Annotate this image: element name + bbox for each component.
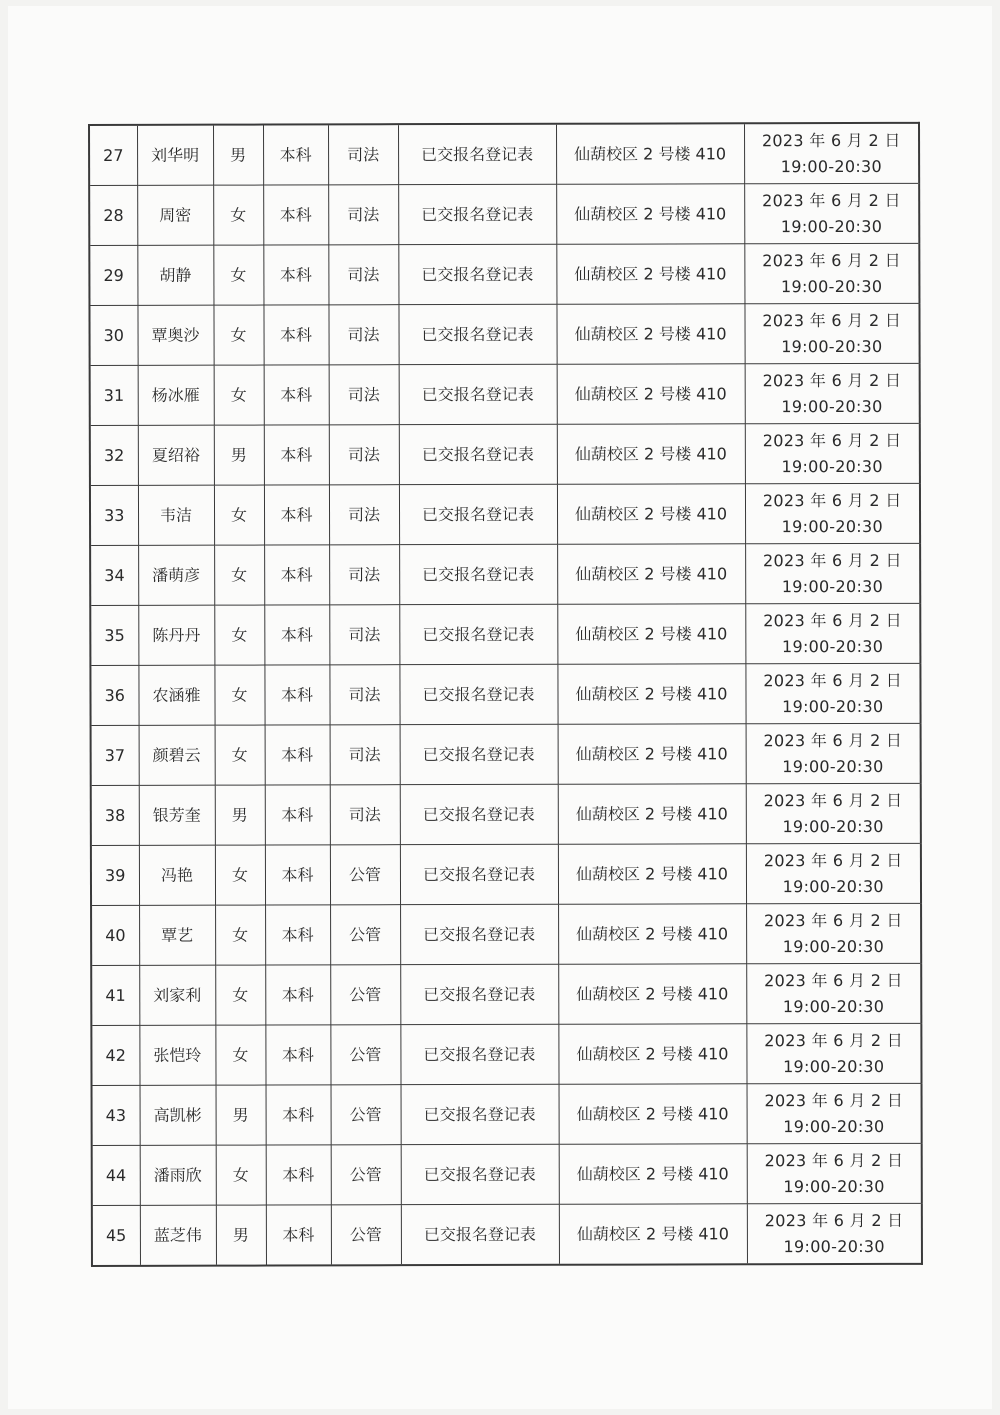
schedule-cell [744, 183, 919, 243]
gender-cell: 女 [215, 905, 265, 965]
status-cell: 已交报名登记表 [399, 604, 557, 664]
major-cell: 公管 [330, 965, 400, 1025]
gender-cell: 女 [213, 305, 263, 365]
major-cell: 公管 [331, 1085, 401, 1145]
table-row [92, 1083, 922, 1145]
schedule-time: 19:00-20:30 [780, 156, 883, 176]
row-number-cell: 30 [89, 305, 137, 365]
schedule-cell [747, 1203, 922, 1264]
table-row [91, 963, 921, 1025]
row-number-cell: 32 [90, 425, 138, 485]
location-cell: 仙葫校区 2 号楼 410 [559, 1144, 747, 1204]
schedule-date: 2023 年 6 月 2 日 [763, 670, 903, 690]
schedule-cell [746, 963, 921, 1023]
table-row [91, 903, 921, 965]
name-cell: 韦洁 [138, 485, 214, 545]
schedule-time: 19:00-20:30 [780, 216, 883, 236]
schedule-time: 19:00-20:30 [780, 276, 883, 296]
status-cell: 已交报名登记表 [400, 784, 558, 844]
degree-cell: 本科 [264, 365, 329, 425]
status-cell: 已交报名登记表 [401, 1084, 559, 1144]
schedule-time: 19:00-20:30 [781, 336, 883, 356]
status-cell: 已交报名登记表 [400, 1024, 558, 1084]
schedule-date: 2023 年 6 月 2 日 [763, 610, 902, 630]
schedule-date: 2023 年 6 月 2 日 [764, 1210, 904, 1230]
schedule-date: 2023 年 6 月 2 日 [761, 130, 901, 150]
schedule-cell [747, 1083, 922, 1143]
schedule-cell [746, 903, 921, 963]
location-cell: 仙葫校区 2 号楼 410 [557, 364, 745, 424]
table-row [89, 183, 919, 245]
status-cell: 已交报名登记表 [400, 964, 558, 1024]
table-row [92, 1203, 922, 1266]
degree-cell: 本科 [264, 425, 329, 485]
row-number-cell: 28 [89, 185, 137, 245]
name-cell: 农涵雅 [138, 665, 214, 725]
degree-cell: 本科 [264, 665, 329, 725]
schedule-date: 2023 年 6 月 2 日 [762, 430, 902, 450]
table-row [91, 843, 921, 905]
schedule-date: 2023 年 6 月 2 日 [764, 1090, 904, 1110]
row-number-cell: 29 [89, 245, 137, 305]
gender-cell: 女 [213, 185, 263, 245]
major-cell: 公管 [331, 1145, 401, 1205]
schedule-time: 19:00-20:30 [781, 516, 883, 536]
major-cell: 公管 [330, 905, 400, 965]
schedule-date: 2023 年 6 月 2 日 [763, 850, 903, 870]
major-cell: 司法 [328, 185, 398, 245]
table-row [90, 603, 920, 665]
schedule-time: 19:00-20:30 [781, 456, 883, 476]
location-cell: 仙葫校区 2 号楼 410 [558, 844, 746, 904]
name-cell: 高凯彬 [140, 1085, 216, 1145]
schedule-time: 19:00-20:30 [782, 876, 884, 896]
degree-cell: 本科 [266, 1145, 331, 1205]
schedule-date: 2023 年 6 月 2 日 [763, 910, 903, 930]
name-cell: 蓝芝伟 [140, 1205, 216, 1266]
status-cell: 已交报名登记表 [398, 244, 556, 304]
location-cell: 仙葫校区 2 号楼 410 [557, 544, 745, 604]
row-number-cell: 34 [90, 545, 138, 605]
degree-cell: 本科 [265, 905, 330, 965]
schedule-cell [745, 363, 920, 423]
major-cell: 司法 [329, 545, 399, 605]
gender-cell: 女 [214, 545, 264, 605]
name-cell: 潘萌彦 [138, 545, 214, 605]
status-cell: 已交报名登记表 [399, 484, 557, 544]
name-cell: 杨冰雁 [138, 365, 214, 425]
name-cell: 刘家利 [139, 965, 215, 1025]
schedule-cell [746, 1023, 921, 1083]
schedule-time: 19:00-20:30 [781, 576, 884, 596]
status-cell: 已交报名登记表 [398, 184, 556, 244]
major-cell: 公管 [331, 1205, 401, 1266]
gender-cell: 男 [214, 425, 264, 485]
degree-cell: 本科 [265, 965, 330, 1025]
row-number-cell: 45 [92, 1205, 140, 1266]
name-cell: 颜碧云 [139, 725, 215, 785]
gender-cell: 男 [215, 785, 265, 845]
degree-cell: 本科 [263, 245, 328, 305]
row-number-cell: 43 [92, 1085, 140, 1145]
gender-cell: 男 [213, 125, 263, 186]
gender-cell: 女 [215, 965, 265, 1025]
major-cell: 司法 [329, 485, 399, 545]
schedule-time: 19:00-20:30 [782, 996, 885, 1016]
schedule-date: 2023 年 6 月 2 日 [764, 1150, 904, 1170]
degree-cell: 本科 [264, 485, 329, 545]
degree-cell: 本科 [266, 1085, 331, 1145]
major-cell: 司法 [329, 425, 399, 485]
schedule-date: 2023 年 6 月 2 日 [763, 730, 903, 750]
gender-cell: 女 [213, 245, 263, 305]
gender-cell: 男 [216, 1085, 266, 1145]
degree-cell: 本科 [264, 545, 329, 605]
schedule-time: 19:00-20:30 [782, 816, 884, 836]
schedule-date: 2023 年 6 月 2 日 [762, 370, 902, 390]
status-cell: 已交报名登记表 [400, 724, 558, 784]
major-cell: 司法 [329, 605, 399, 665]
row-number-cell: 38 [91, 785, 139, 845]
gender-cell: 女 [215, 845, 265, 905]
schedule-cell [745, 483, 920, 543]
major-cell: 司法 [328, 124, 398, 185]
schedule-cell [744, 303, 919, 363]
table-row [91, 1023, 921, 1085]
schedule-cell [745, 663, 920, 723]
table-row [90, 663, 920, 725]
row-number-cell: 41 [91, 965, 139, 1025]
degree-cell: 本科 [265, 845, 330, 905]
name-cell: 银芳奎 [139, 785, 215, 845]
schedule-time: 19:00-20:30 [783, 1236, 885, 1256]
location-cell: 仙葫校区 2 号楼 410 [557, 484, 745, 544]
schedule-time: 19:00-20:30 [781, 636, 884, 656]
location-cell: 仙葫校区 2 号楼 410 [559, 1204, 747, 1265]
row-number-cell: 35 [90, 605, 138, 665]
gender-cell: 男 [216, 1205, 266, 1266]
status-cell: 已交报名登记表 [398, 124, 556, 185]
schedule-date: 2023 年 6 月 2 日 [762, 310, 902, 330]
location-cell: 仙葫校区 2 号楼 410 [558, 1024, 746, 1084]
status-cell: 已交报名登记表 [400, 844, 558, 904]
table-row [91, 783, 921, 845]
location-cell: 仙葫校区 2 号楼 410 [557, 664, 745, 724]
degree-cell: 本科 [265, 1025, 330, 1085]
degree-cell: 本科 [263, 124, 328, 185]
schedule-date: 2023 年 6 月 2 日 [764, 1030, 904, 1050]
row-number-cell: 27 [89, 125, 137, 186]
table-row [89, 243, 919, 305]
status-cell: 已交报名登记表 [399, 664, 557, 724]
location-cell: 仙葫校区 2 号楼 410 [556, 304, 744, 364]
name-cell: 胡静 [137, 245, 213, 305]
table-row [90, 543, 920, 605]
name-cell: 周密 [137, 185, 213, 245]
name-cell: 潘雨欣 [140, 1145, 216, 1205]
status-cell: 已交报名登记表 [401, 1204, 559, 1265]
row-number-cell: 31 [90, 365, 138, 425]
table-body [89, 123, 922, 1266]
gender-cell: 女 [214, 485, 264, 545]
major-cell: 司法 [329, 365, 399, 425]
major-cell: 司法 [330, 785, 400, 845]
degree-cell: 本科 [263, 305, 328, 365]
schedule-cell [744, 243, 919, 303]
table-row [89, 123, 919, 186]
major-cell: 公管 [330, 845, 400, 905]
row-number-cell: 36 [90, 665, 138, 725]
schedule-time: 19:00-20:30 [783, 1176, 885, 1196]
name-cell: 冯艳 [139, 845, 215, 905]
gender-cell: 女 [214, 605, 264, 665]
schedule-cell [747, 1143, 922, 1203]
table-row [91, 723, 921, 785]
degree-cell: 本科 [263, 185, 328, 245]
schedule-cell [745, 543, 920, 603]
schedule-date: 2023 年 6 月 2 日 [762, 190, 901, 210]
schedule-cell [746, 723, 921, 783]
location-cell: 仙葫校区 2 号楼 410 [556, 184, 744, 244]
schedule-date: 2023 年 6 月 2 日 [764, 970, 903, 990]
schedule-time: 19:00-20:30 [782, 756, 884, 776]
name-cell: 覃奥沙 [137, 305, 213, 365]
status-cell: 已交报名登记表 [399, 424, 557, 484]
location-cell: 仙葫校区 2 号楼 410 [559, 1084, 747, 1144]
schedule-time: 19:00-20:30 [783, 1056, 885, 1076]
major-cell: 司法 [328, 305, 398, 365]
row-number-cell: 40 [91, 905, 139, 965]
major-cell: 公管 [330, 1025, 400, 1085]
schedule-time: 19:00-20:30 [782, 696, 884, 716]
location-cell: 仙葫校区 2 号楼 410 [558, 964, 746, 1024]
schedule-date: 2023 年 6 月 2 日 [763, 790, 903, 810]
major-cell: 司法 [330, 725, 400, 785]
schedule-cell [746, 843, 921, 903]
table-row [89, 303, 919, 365]
schedule-date: 2023 年 6 月 2 日 [762, 490, 902, 510]
schedule-cell [745, 423, 920, 483]
schedule-cell [744, 123, 919, 184]
location-cell: 仙葫校区 2 号楼 410 [557, 604, 745, 664]
gender-cell: 女 [215, 725, 265, 785]
status-cell: 已交报名登记表 [399, 544, 557, 604]
location-cell: 仙葫校区 2 号楼 410 [558, 904, 746, 964]
location-cell: 仙葫校区 2 号楼 410 [557, 424, 745, 484]
major-cell: 司法 [328, 245, 398, 305]
gender-cell: 女 [216, 1145, 266, 1205]
table-row [90, 483, 920, 545]
location-cell: 仙葫校区 2 号楼 410 [558, 724, 746, 784]
name-cell: 张恺玲 [139, 1025, 215, 1085]
schedule-date: 2023 年 6 月 2 日 [763, 550, 902, 570]
location-cell: 仙葫校区 2 号楼 410 [558, 784, 746, 844]
row-number-cell: 44 [92, 1145, 140, 1205]
gender-cell: 女 [215, 1025, 265, 1085]
gender-cell: 女 [214, 365, 264, 425]
name-cell: 陈丹丹 [138, 605, 214, 665]
major-cell: 司法 [329, 665, 399, 725]
row-number-cell: 42 [91, 1025, 139, 1085]
table-row [90, 423, 920, 485]
name-cell: 刘华明 [137, 125, 213, 186]
status-cell: 已交报名登记表 [399, 364, 557, 424]
degree-cell: 本科 [265, 725, 330, 785]
gender-cell: 女 [214, 665, 264, 725]
schedule-date: 2023 年 6 月 2 日 [762, 250, 901, 270]
row-number-cell: 33 [90, 485, 138, 545]
name-cell: 覃艺 [139, 905, 215, 965]
registration-table [88, 122, 923, 1267]
row-number-cell: 39 [91, 845, 139, 905]
row-number-cell: 37 [91, 725, 139, 785]
schedule-time: 19:00-20:30 [781, 396, 883, 416]
location-cell: 仙葫校区 2 号楼 410 [556, 123, 744, 184]
status-cell: 已交报名登记表 [398, 304, 556, 364]
schedule-time: 19:00-20:30 [783, 1116, 885, 1136]
name-cell: 夏绍裕 [138, 425, 214, 485]
location-cell: 仙葫校区 2 号楼 410 [556, 244, 744, 304]
degree-cell: 本科 [264, 605, 329, 665]
degree-cell: 本科 [266, 1205, 331, 1266]
schedule-cell [746, 783, 921, 843]
table-row [90, 363, 920, 425]
schedule-time: 19:00-20:30 [782, 936, 885, 956]
status-cell: 已交报名登记表 [401, 1144, 559, 1204]
table-row [92, 1143, 922, 1205]
schedule-cell [745, 603, 920, 663]
status-cell: 已交报名登记表 [400, 904, 558, 964]
degree-cell: 本科 [265, 785, 330, 845]
